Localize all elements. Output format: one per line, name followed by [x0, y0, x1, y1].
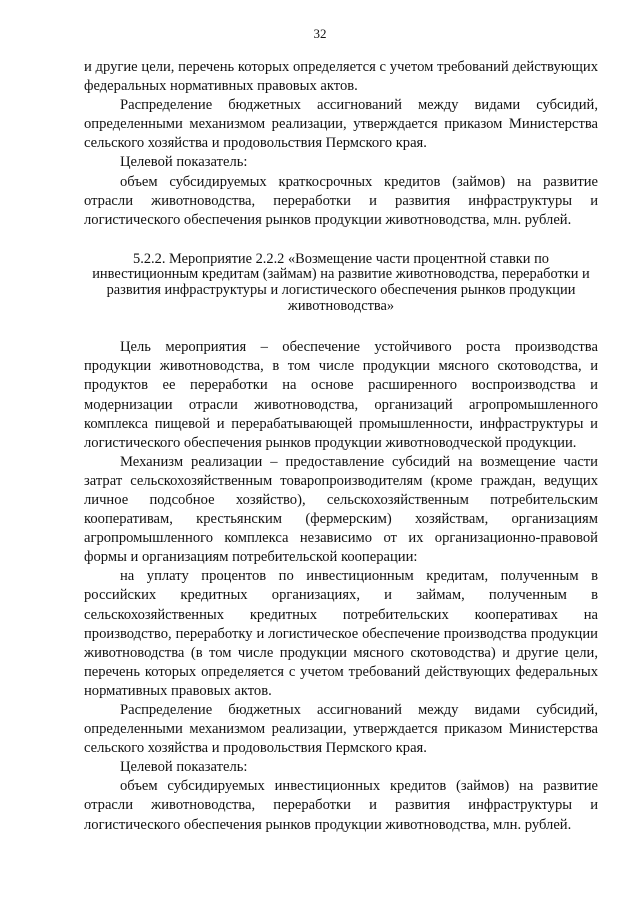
paragraph: Распределение бюджетных ассигнований между видами субсидий, определенными механизмом реализации, утверждается приказом Министерства сельского хозяйства и продовольствия Пермского края. [84, 97, 598, 152]
paragraph: и другие цели, перечень которых определяется с учетом требований действующих федеральных нормативных правовых актов. [84, 59, 598, 95]
paragraph: Механизм реализации – предоставление субсидий на возмещение части затрат сельскохозяйственным товаропроизводителям (кроме граждан, ведущих личное подсобное хозяйство), сельскохозяйственным потребительским кооперативам, крестьянским (фермерским) хозяйствам, организациям агропромышленного комплекса независимо от их организационно-правовой формы и организациям потребительской кооперации: [84, 453, 598, 566]
document-body [84, 58, 598, 835]
paragraph: объем субсидируемых инвестиционных кредитов (займов) на развитие отрасли животноводства, переработки и развития инфраструктуры и логистического обеспечения рынков продукции животноводства, млн. рублей. [84, 778, 598, 833]
section-heading: 5.2.2. Мероприятие 2.2.2 «Возмещение части процентной ставки по инвестиционным кредитам (займам) на развитие животноводства, переработки и развития инфраструктуры и логистического обеспечения рынков продукции животноводства» [92, 250, 590, 314]
paragraph: объем субсидируемых краткосрочных кредитов (займов) на развитие отрасли животноводства, переработки и развития инфраструктуры и логистического обеспечения рынков продукции животноводства, млн. рублей. [84, 173, 598, 228]
paragraph: Целевой показатель: [120, 759, 248, 776]
paragraph: Распределение бюджетных ассигнований между видами субсидий, определенными механизмом реализации, утверждается приказом Министерства сельского хозяйства и продовольствия Пермского края. [84, 702, 598, 757]
paragraph: Цель мероприятия – обеспечение устойчивого роста производства продукции животноводства, в том числе продукции мясного скотоводства, и продуктов ее переработки на основе расширенного воспроизводства и модернизации отрасли животноводства, организаций агропромышленного комплекса пищевой и перерабатывающей промышленности, инфраструктуры и логистического обеспечения рынков продукции животноводческой продукции. [84, 339, 598, 451]
paragraph: на уплату процентов по инвестиционным кредитам, полученным в российских кредитных организациях, и займам, полученным в сельскохозяйственных кредитных потребительских кооперативах на производство, переработку и логистическое обеспечение производства продукции животноводства (в том числе продукции мясного скотоводства) и другие цели, перечень которых определяется с учетом требований действующих федеральных нормативных правовых актов. [84, 568, 598, 699]
page-number: 32 [313, 26, 327, 41]
paragraph: Целевой показатель: [120, 154, 248, 171]
